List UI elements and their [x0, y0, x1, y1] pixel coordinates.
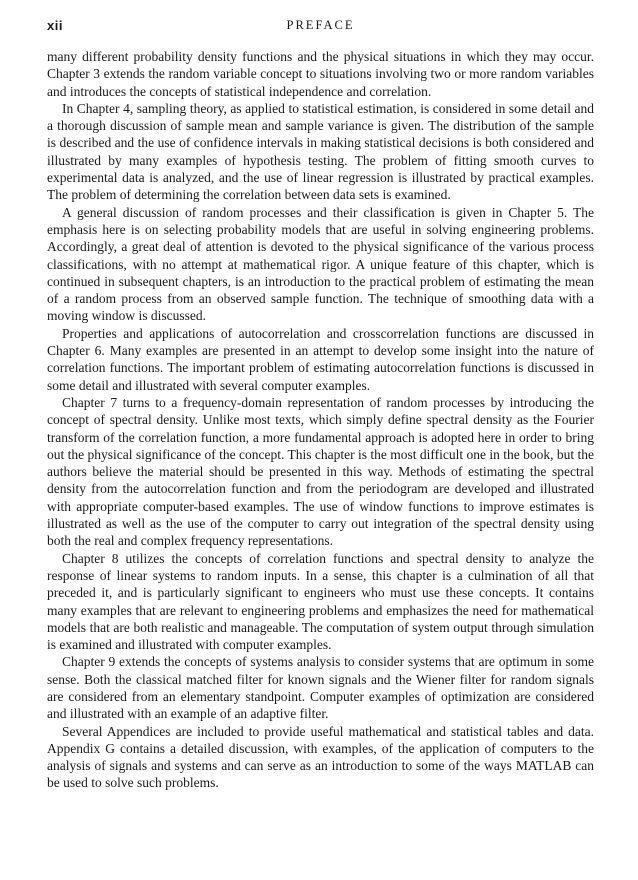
paragraph-chapter-4: In Chapter 4, sampling theory, as applied to statistical estimation, is considered in some detail and a thorough discussion of sample mean and sample variance is given. The distribution of the sample is described and the use of confidence intervals in making statistical decisions is both considered and illustrated by many examples of hypothesis testing. The problem of fitting smooth curves to experimental data is analyzed, and the use of linear regression is illustrated by practical examples. The problem of determining the correlation between data sets is examined.	[47, 100, 594, 203]
paragraph-chapter-6: Properties and applications of autocorrelation and crosscorrelation functions are discussed in Chapter 6. Many examples are presented in an attempt to develop some insight into the nature of correlation functions. The important problem of estimating autocorrelation functions is discussed in some detail and illustrated with several computer examples.	[47, 325, 594, 393]
book-page	[47, 14, 594, 792]
paragraph-continued: many different probability density functions and the physical situations in which they may occur. Chapter 3 extends the random variable concept to situations involving two or more random variables and introduces the concepts of statistical independence and correlation.	[47, 49, 594, 99]
page-number: xii	[47, 18, 63, 33]
paragraph-chapter-9: Chapter 9 extends the concepts of systems analysis to consider systems that are optimum in some sense. Both the classical matched filter for known signals and the Wiener filter for random signals are considered from an elementary standpoint. Computer examples of optimization are considered and illustrated with an example of an adaptive filter.	[47, 654, 594, 722]
running-title: PREFACE	[286, 18, 355, 32]
paragraph-appendices: Several Appendices are included to provide useful mathematical and statistical tables and data. Appendix G contains a detailed discussion, with examples, of the application of computers to the analysis of signals and systems and can serve as an introduction to some of the ways MATLAB can be used to solve such problems.	[47, 723, 594, 791]
paragraph-chapter-5: A general discussion of random processes and their classification is given in Chapter 5. The emphasis here is on selecting probability models that are useful in solving engineering problems. Accordingly, a great deal of attention is devoted to the physical significance of the various process classifications, with no attempt at mathematical rigor. A unique feature of this chapter, which is continued in subsequent chapters, is an introduction to the practical problem of estimating the mean of a random process from an observed sample function. The technique of smoothing data with a moving window is discussed.	[47, 204, 594, 324]
body-text	[47, 48, 594, 792]
paragraph-chapter-7: Chapter 7 turns to a frequency-domain representation of random processes by introducing the concept of spectral density. Unlike most texts, which simply define spectral density as the Fourier transform of the correlation function, a more fundamental approach is adopted here in order to bring out the physical significance of the concept. This chapter is the most difficult one in the book, but the authors believe the material should be presented in this way. Methods of estimating the spectral density from the autocorrelation function and from the periodogram are developed and illustrated with appropriate computer-based examples. The use of window functions to improve estimates is illustrated as well as the use of the computer to carry out integration of the spectral density using both the real and complex frequency representations.	[47, 394, 594, 549]
paragraph-chapter-8: Chapter 8 utilizes the concepts of correlation functions and spectral density to analyze the response of linear systems to random inputs. In a sense, this chapter is a culmination of all that preceded it, and is particularly significant to engineers who must use these concepts. It contains many examples that are relevant to engineering problems and emphasizes the need for mathematical models that are both realistic and manageable. The computation of system output through simulation is examined and illustrated with computer examples.	[47, 550, 594, 653]
running-head	[47, 14, 594, 36]
